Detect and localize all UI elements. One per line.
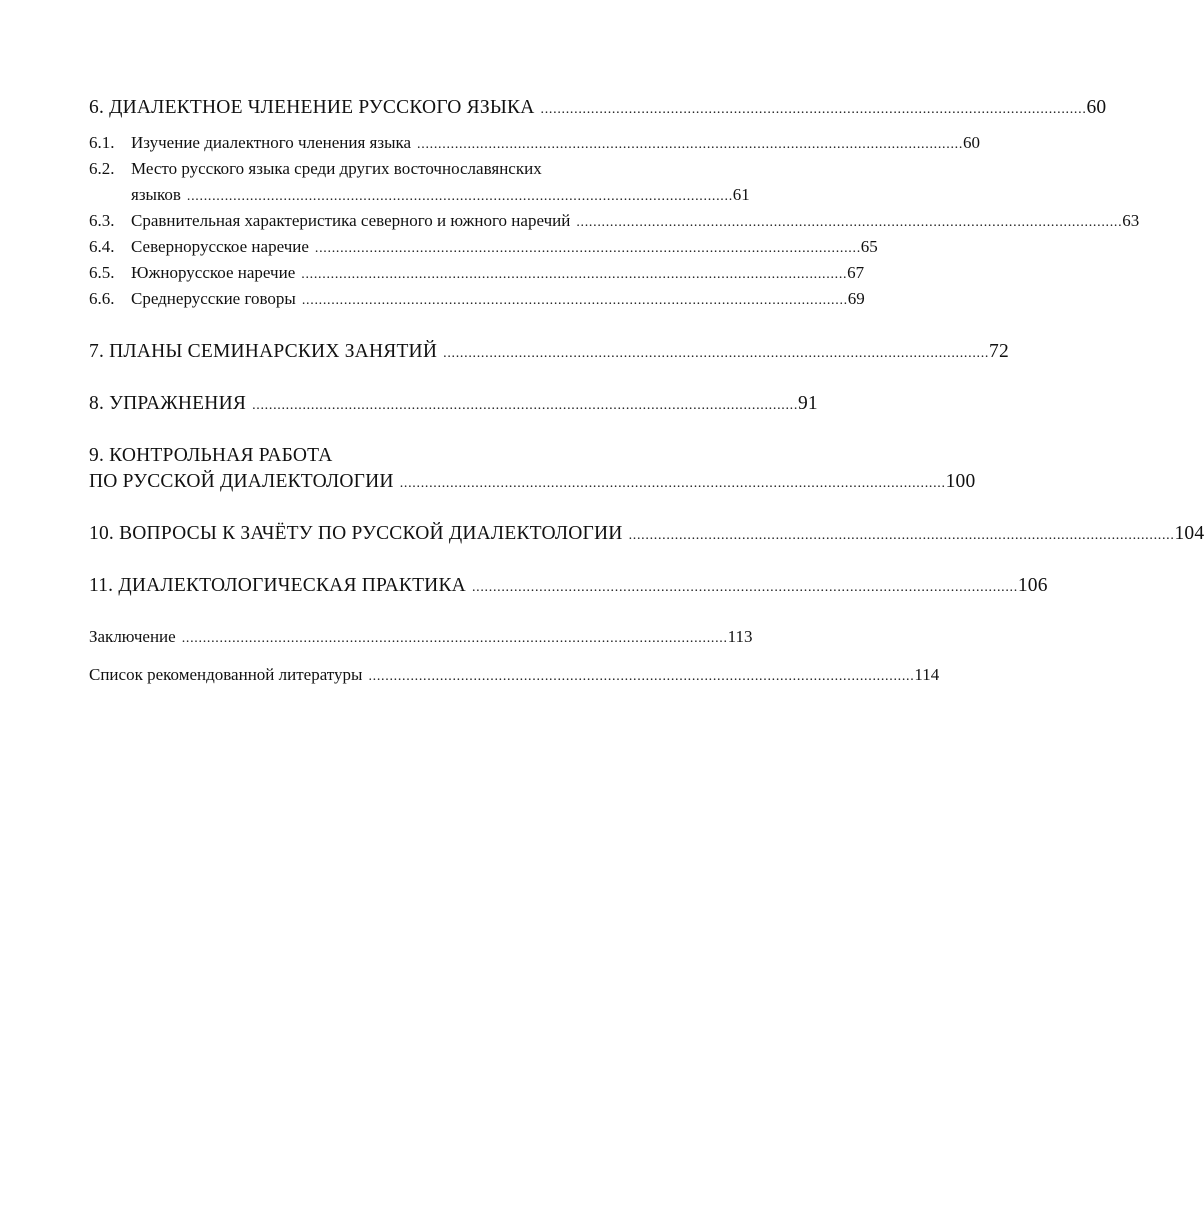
toc-section-6-6[interactable] <box>89 289 865 308</box>
toc-chapter-9[interactable] <box>89 446 747 466</box>
toc-section-6-5[interactable] <box>89 263 865 282</box>
chapter-number: 9. <box>89 445 105 466</box>
toc-chapter-11[interactable] <box>89 575 1048 596</box>
dot-leader <box>187 190 731 204</box>
dot-leader <box>400 477 944 491</box>
section-number: 6.5. <box>89 263 115 282</box>
page-number: 61 <box>732 185 750 204</box>
dot-leader <box>182 632 726 646</box>
dot-leader <box>541 103 1085 117</box>
section-title: Среднерусские говоры <box>131 289 296 308</box>
toc-section-6-3[interactable] <box>89 211 1140 230</box>
chapter-number: 8. <box>89 393 105 414</box>
chapter-title: ДИАЛЕКТОЛОГИЧЕСКАЯ ПРАКТИКА <box>118 575 466 596</box>
section-title: Севернорусское наречие <box>131 237 309 256</box>
dot-leader <box>252 399 796 413</box>
chapter-number: 11. <box>89 575 114 596</box>
section-number: 6.6. <box>89 289 115 308</box>
dot-leader <box>417 138 961 152</box>
section-title: Место русского языка среди других восточнославянских <box>131 159 542 178</box>
chapter-number: 6. <box>89 97 105 118</box>
dot-leader <box>315 242 859 256</box>
page-number: 91 <box>797 393 818 414</box>
toc-chapter-6[interactable] <box>89 97 1107 118</box>
dot-leader <box>629 529 1173 543</box>
chapter-title: ДИАЛЕКТНОЕ ЧЛЕНЕНИЕ РУССКОГО ЯЗЫКА <box>109 97 535 118</box>
section-number: 6.1. <box>89 133 115 152</box>
back-matter-title: Список рекомендованной литературы <box>89 665 363 684</box>
toc-chapter-9-continued[interactable] <box>89 471 976 492</box>
dot-leader <box>472 581 1016 595</box>
toc-references[interactable] <box>89 665 940 684</box>
toc-section-6-2-continued[interactable] <box>89 185 750 204</box>
chapter-title-continued: ПО РУССКОЙ ДИАЛЕКТОЛОГИИ <box>89 471 394 492</box>
page-number: 69 <box>847 289 865 308</box>
toc-chapter-10[interactable] <box>89 523 1204 544</box>
section-number: 6.2. <box>89 159 115 178</box>
chapter-title: КОНТРОЛЬНАЯ РАБОТА <box>109 445 333 466</box>
section-title: Сравнительная характеристика северного и южного наречий <box>131 211 571 230</box>
section-number: 6.4. <box>89 237 115 256</box>
page-number: 113 <box>727 627 753 646</box>
chapter-number: 7. <box>89 341 105 362</box>
toc-section-6-1[interactable] <box>89 133 980 152</box>
section-title: Изучение диалектного членения языка <box>131 133 412 152</box>
toc-chapter-8[interactable] <box>89 393 818 414</box>
dot-leader <box>443 347 987 361</box>
dot-leader <box>576 216 1120 230</box>
toc-section-6-2[interactable] <box>89 160 747 177</box>
section-title-continued: языков <box>131 185 181 204</box>
toc-chapter-7[interactable] <box>89 341 1009 362</box>
page-number: 104 <box>1174 523 1204 544</box>
page-number: 60 <box>962 133 980 152</box>
page-number: 60 <box>1086 97 1107 118</box>
toc-section-6-4[interactable] <box>89 237 878 256</box>
page-number: 65 <box>860 237 878 256</box>
dot-leader <box>301 268 845 282</box>
page-number: 67 <box>847 263 865 282</box>
dot-leader <box>368 670 912 684</box>
chapter-title: ВОПРОСЫ К ЗАЧЁТУ ПО РУССКОЙ ДИАЛЕКТОЛОГИИ <box>119 523 623 544</box>
back-matter-title: Заключение <box>89 627 176 646</box>
page-number: 106 <box>1017 575 1048 596</box>
chapter-number: 10. <box>89 523 114 544</box>
toc-conclusion[interactable] <box>89 627 753 646</box>
chapter-title: ПЛАНЫ СЕМИНАРСКИХ ЗАНЯТИЙ <box>109 341 438 362</box>
page-number: 72 <box>989 341 1009 362</box>
page-number: 63 <box>1122 211 1140 230</box>
section-title: Южнорусское наречие <box>131 263 296 282</box>
dot-leader <box>302 294 846 308</box>
section-number: 6.3. <box>89 211 115 230</box>
page-number: 100 <box>945 471 976 492</box>
page-number: 114 <box>914 665 940 684</box>
chapter-title: УПРАЖНЕНИЯ <box>109 393 247 414</box>
